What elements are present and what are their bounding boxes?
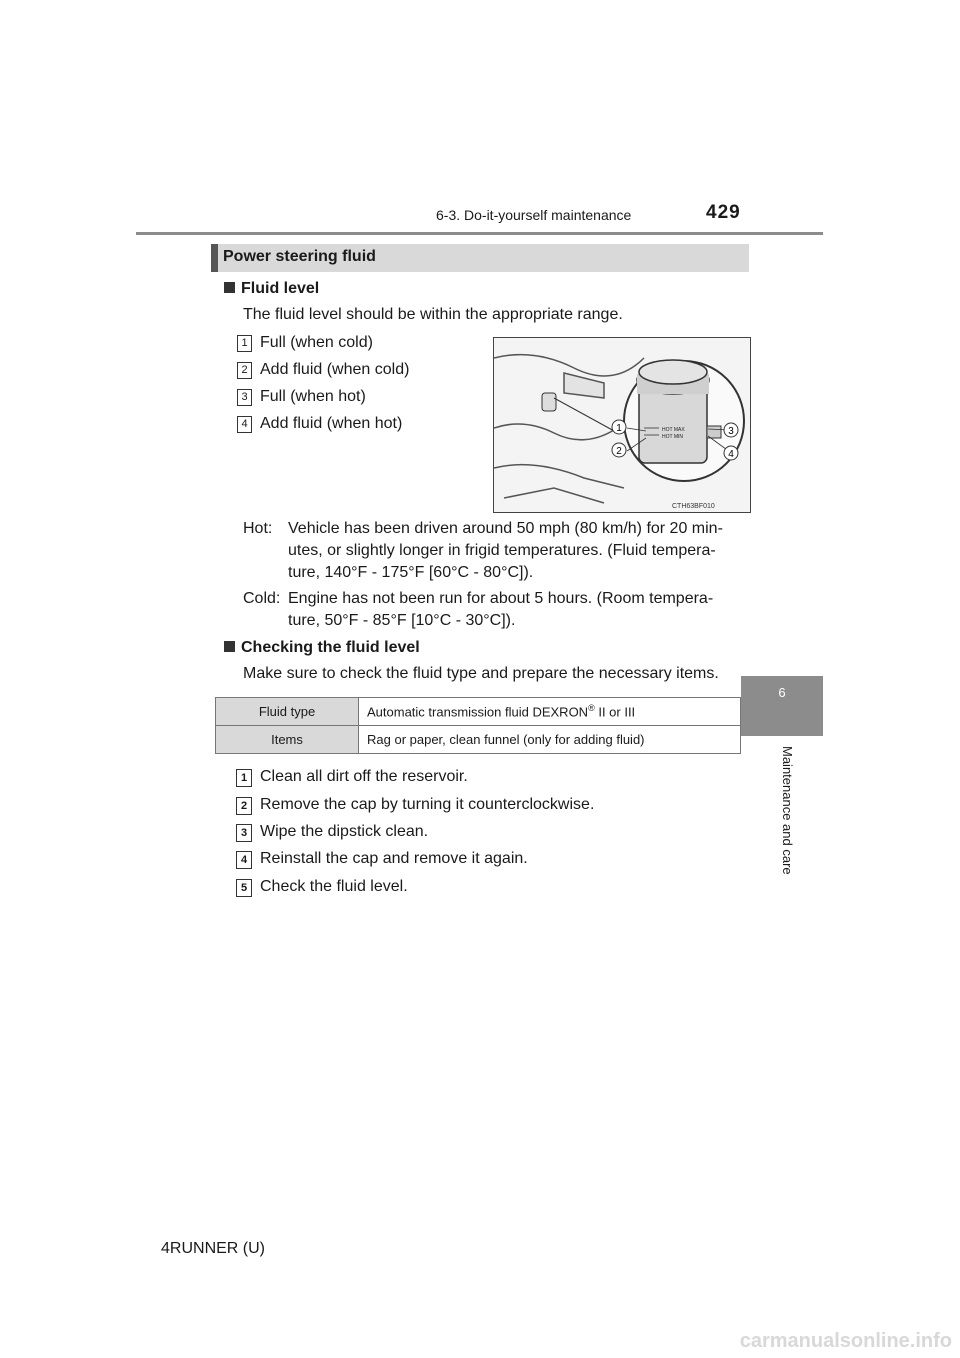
running-header-section: 6-3. Do-it-yourself maintenance — [436, 207, 632, 223]
callout-4: 4 — [728, 449, 734, 460]
step-text: Check the fluid level. — [260, 878, 408, 895]
step-text: Clean all dirt off the reservoir. — [260, 768, 468, 785]
callout-3: 3 — [728, 426, 734, 437]
page-number: 429 — [706, 202, 741, 223]
legend-number: 1 — [237, 335, 252, 352]
step-text: Wipe the dipstick clean. — [260, 823, 429, 840]
legend-text: Add fluid (when cold) — [260, 361, 410, 378]
table-value: Automatic transmission fluid DEXRON® II or III — [359, 698, 741, 726]
legend-text: Full (when hot) — [260, 388, 366, 405]
chapter-label: Maintenance and care — [780, 746, 795, 875]
reservoir-drawing — [494, 338, 750, 512]
callout-1: 1 — [616, 423, 622, 434]
note-cold-line: Engine has not been run for about 5 hours. (Room tempera- — [288, 590, 714, 607]
note-hot-key: Hot: — [243, 520, 273, 537]
checking-intro: Make sure to check the fluid type and prepare the necessary items. — [243, 665, 719, 682]
header-rule — [136, 232, 823, 235]
footer-model: 4RUNNER (U) — [161, 1240, 265, 1257]
reservoir-illustration — [493, 337, 751, 513]
bullet-square-icon — [224, 282, 235, 293]
fluid-items-table — [215, 697, 741, 754]
section-title-bar — [211, 244, 749, 272]
table-row — [216, 698, 741, 726]
legend-number: 3 — [237, 389, 252, 406]
note-hot-line: ture, 140°F - 175°F [60°C - 80°C]). — [288, 564, 534, 581]
subheading-fluid-level: Fluid level — [224, 280, 319, 298]
step-number: 5 — [236, 879, 252, 897]
step-number: 3 — [236, 824, 252, 842]
note-hot-line: utes, or slightly longer in frigid temperatures. (Fluid tempera- — [288, 542, 716, 559]
step-number: 1 — [236, 769, 252, 787]
note-cold-key: Cold: — [243, 590, 281, 607]
section-title: Power steering fluid — [223, 248, 376, 265]
note-hot-line: Vehicle has been driven around 50 mph (80 km/h) for 20 min- — [288, 520, 723, 537]
step-number: 2 — [236, 797, 252, 815]
subheading-checking: Checking the fluid level — [224, 639, 420, 657]
watermark: carmanualsonline.info — [739, 1330, 952, 1352]
table-value: Rag or paper, clean funnel (only for adding fluid) — [359, 726, 741, 754]
step-text: Reinstall the cap and remove it again. — [260, 850, 528, 867]
label-hot-max: HOT MAX — [662, 427, 685, 433]
fluid-level-intro: The fluid level should be within the appropriate range. — [243, 306, 623, 323]
legend-number: 2 — [237, 362, 252, 379]
table-key: Fluid type — [216, 698, 359, 726]
illustration-code: CTH63BF010 — [672, 503, 715, 510]
bullet-square-icon — [224, 641, 235, 652]
callout-2: 2 — [616, 446, 622, 457]
step-number: 4 — [236, 851, 252, 869]
section-title-stripe — [211, 244, 218, 272]
table-row — [216, 726, 741, 754]
note-cold-line: ture, 50°F - 85°F [10°C - 30°C]). — [288, 612, 516, 629]
legend-text: Add fluid (when hot) — [260, 415, 403, 432]
table-key: Items — [216, 726, 359, 754]
label-hot-min: HOT MIN — [662, 434, 684, 440]
chapter-number: 6 — [778, 685, 786, 700]
legend-text: Full (when cold) — [260, 334, 373, 351]
step-text: Remove the cap by turning it counterclockwise. — [260, 796, 595, 813]
legend-number: 4 — [237, 416, 252, 433]
